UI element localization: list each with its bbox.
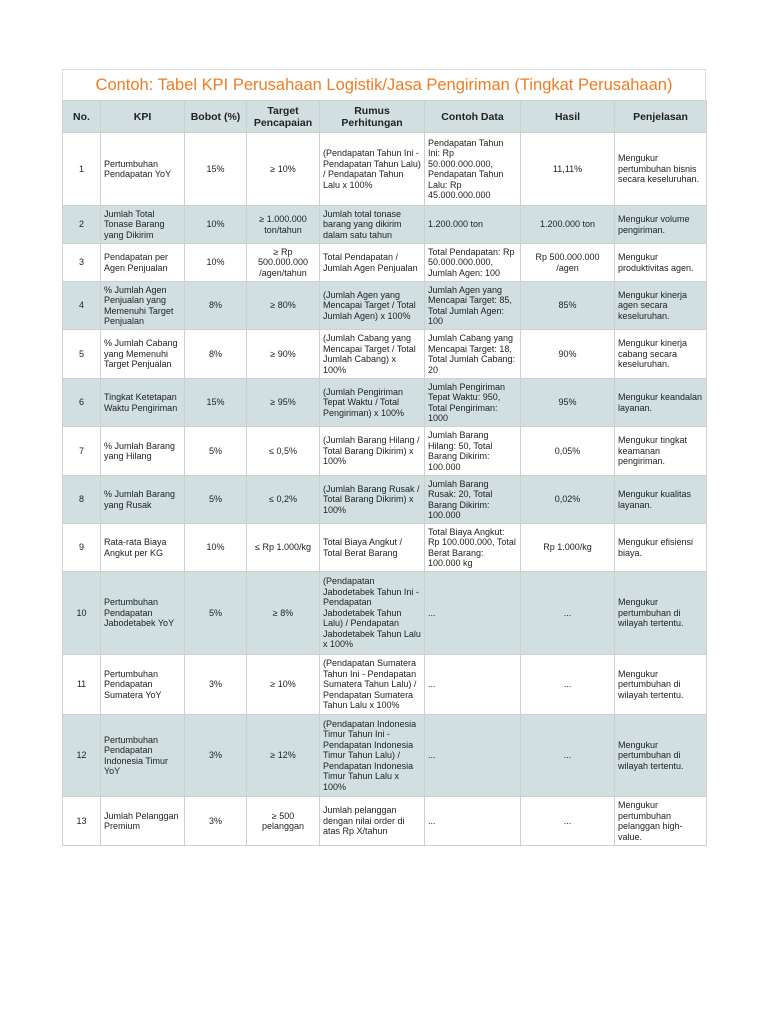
cell-no: 8 — [63, 476, 101, 524]
cell-rumus: Jumlah pelanggan dengan nilai order di atas Rp X/tahun — [320, 797, 425, 846]
cell-no: 9 — [63, 524, 101, 572]
cell-hasil: 85% — [521, 282, 615, 330]
cell-penjelasan: Mengukur pertumbuhan bisnis secara keseluruhan. — [615, 133, 707, 206]
cell-kpi: Tingkat Ketetapan Waktu Pengiriman — [101, 379, 185, 427]
cell-target: ≥ 1.000.000 ton/tahun — [247, 206, 320, 244]
table-row — [63, 572, 707, 655]
cell-bobot: 5% — [185, 427, 247, 476]
cell-kpi: % Jumlah Agen Penjualan yang Memenuhi Target Penjualan — [101, 282, 185, 330]
column-header-contoh-data: Contoh Data — [425, 101, 521, 133]
cell-contoh-data: ... — [425, 797, 521, 846]
cell-bobot: 5% — [185, 572, 247, 655]
cell-rumus: (Pendapatan Tahun Ini - Pendapatan Tahun Lalu) / Pendapatan Tahun Lalu x 100% — [320, 133, 425, 206]
cell-no: 3 — [63, 244, 101, 282]
cell-rumus: (Pendapatan Jabodetabek Tahun Ini - Pendapatan Jabodetabek Tahun Lalu) / Pendapatan Jabodetabek Tahun Lalu x 100% — [320, 572, 425, 655]
header-row — [63, 101, 707, 133]
cell-hasil: ... — [521, 715, 615, 797]
cell-hasil: 95% — [521, 379, 615, 427]
cell-penjelasan: Mengukur kinerja cabang secara keseluruhan. — [615, 330, 707, 379]
cell-kpi: % Jumlah Barang yang Hilang — [101, 427, 185, 476]
cell-bobot: 8% — [185, 330, 247, 379]
cell-kpi: Pertumbuhan Pendapatan Jabodetabek YoY — [101, 572, 185, 655]
table-row — [63, 282, 707, 330]
cell-bobot: 15% — [185, 379, 247, 427]
cell-contoh-data: Total Biaya Angkut: Rp 100.000.000, Total Berat Barang: 100.000 kg — [425, 524, 521, 572]
cell-kpi: Pertumbuhan Pendapatan YoY — [101, 133, 185, 206]
table-row — [63, 524, 707, 572]
cell-bobot: 15% — [185, 133, 247, 206]
cell-target: ≥ 10% — [247, 655, 320, 715]
table-row — [63, 715, 707, 797]
cell-no: 13 — [63, 797, 101, 846]
cell-no: 11 — [63, 655, 101, 715]
cell-bobot: 10% — [185, 206, 247, 244]
cell-target: ≥ 95% — [247, 379, 320, 427]
cell-no: 1 — [63, 133, 101, 206]
table-row — [63, 427, 707, 476]
table-title: Contoh: Tabel KPI Perusahaan Logistik/Jasa Pengiriman (Tingkat Perusahaan) — [62, 69, 706, 100]
cell-kpi: % Jumlah Barang yang Rusak — [101, 476, 185, 524]
column-header-penjelasan: Penjelasan — [615, 101, 707, 133]
cell-kpi: Pertumbuhan Pendapatan Indonesia Timur YoY — [101, 715, 185, 797]
cell-no: 5 — [63, 330, 101, 379]
cell-hasil: 1.200.000 ton — [521, 206, 615, 244]
column-header-target: Target Pencapaian — [247, 101, 320, 133]
cell-rumus: (Jumlah Agen yang Mencapai Target / Total Jumlah Agen) x 100% — [320, 282, 425, 330]
table-row — [63, 797, 707, 846]
cell-bobot: 5% — [185, 476, 247, 524]
cell-kpi: Pertumbuhan Pendapatan Sumatera YoY — [101, 655, 185, 715]
cell-bobot: 3% — [185, 655, 247, 715]
cell-penjelasan: Mengukur volume pengiriman. — [615, 206, 707, 244]
cell-no: 4 — [63, 282, 101, 330]
cell-bobot: 3% — [185, 715, 247, 797]
cell-contoh-data: Jumlah Pengiriman Tepat Waktu: 950, Total Pengiriman: 1000 — [425, 379, 521, 427]
cell-penjelasan: Mengukur pertumbuhan di wilayah tertentu. — [615, 715, 707, 797]
table-row — [63, 379, 707, 427]
cell-rumus: Jumlah total tonase barang yang dikirim dalam satu tahun — [320, 206, 425, 244]
cell-kpi: Pendapatan per Agen Penjualan — [101, 244, 185, 282]
cell-rumus: (Jumlah Cabang yang Mencapai Target / Total Jumlah Cabang) x 100% — [320, 330, 425, 379]
cell-target: ≥ 500 pelanggan — [247, 797, 320, 846]
cell-no: 10 — [63, 572, 101, 655]
table-row — [63, 330, 707, 379]
cell-kpi: Jumlah Pelanggan Premium — [101, 797, 185, 846]
column-header-no: No. — [63, 101, 101, 133]
table-row — [63, 476, 707, 524]
table-row — [63, 244, 707, 282]
cell-hasil: ... — [521, 572, 615, 655]
cell-target: ≥ Rp 500.000.000 /agen/tahun — [247, 244, 320, 282]
cell-target: ≥ 10% — [247, 133, 320, 206]
column-header-kpi: KPI — [101, 101, 185, 133]
cell-no: 12 — [63, 715, 101, 797]
cell-target: ≤ 0,2% — [247, 476, 320, 524]
cell-hasil: Rp 500.000.000 /agen — [521, 244, 615, 282]
column-header-bobot: Bobot (%) — [185, 101, 247, 133]
cell-penjelasan: Mengukur efisiensi biaya. — [615, 524, 707, 572]
cell-bobot: 3% — [185, 797, 247, 846]
cell-hasil: 11,11% — [521, 133, 615, 206]
cell-rumus: Total Biaya Angkut / Total Berat Barang — [320, 524, 425, 572]
cell-penjelasan: Mengukur pertumbuhan di wilayah tertentu. — [615, 572, 707, 655]
cell-contoh-data: Pendapatan Tahun Ini: Rp 50.000.000.000, Pendapatan Tahun Lalu: Rp 45.000.000.000 — [425, 133, 521, 206]
cell-kpi: Rata-rata Biaya Angkut per KG — [101, 524, 185, 572]
cell-hasil: 90% — [521, 330, 615, 379]
cell-penjelasan: Mengukur kinerja agen secara keseluruhan. — [615, 282, 707, 330]
cell-contoh-data: Jumlah Barang Hilang: 50, Total Barang Dikirim: 100.000 — [425, 427, 521, 476]
cell-rumus: (Pendapatan Sumatera Tahun Ini - Pendapatan Sumatera Tahun Lalu) / Pendapatan Sumatera Tahun Lalu x 100% — [320, 655, 425, 715]
cell-no: 7 — [63, 427, 101, 476]
cell-penjelasan: Mengukur tingkat keamanan pengiriman. — [615, 427, 707, 476]
table-row — [63, 655, 707, 715]
cell-contoh-data: Jumlah Cabang yang Mencapai Target: 18, Total Jumlah Cabang: 20 — [425, 330, 521, 379]
cell-bobot: 10% — [185, 244, 247, 282]
cell-contoh-data: 1.200.000 ton — [425, 206, 521, 244]
cell-target: ≤ Rp 1.000/kg — [247, 524, 320, 572]
cell-penjelasan: Mengukur produktivitas agen. — [615, 244, 707, 282]
cell-rumus: (Jumlah Pengiriman Tepat Waktu / Total Pengiriman) x 100% — [320, 379, 425, 427]
column-header-hasil: Hasil — [521, 101, 615, 133]
kpi-table — [62, 100, 707, 846]
cell-kpi: % Jumlah Cabang yang Memenuhi Target Penjualan — [101, 330, 185, 379]
cell-rumus: (Jumlah Barang Rusak / Total Barang Dikirim) x 100% — [320, 476, 425, 524]
cell-kpi: Jumlah Total Tonase Barang yang Dikirim — [101, 206, 185, 244]
cell-contoh-data: ... — [425, 655, 521, 715]
table-row — [63, 133, 707, 206]
cell-hasil: ... — [521, 655, 615, 715]
cell-bobot: 10% — [185, 524, 247, 572]
cell-penjelasan: Mengukur kualitas layanan. — [615, 476, 707, 524]
column-header-rumus: Rumus Perhitungan — [320, 101, 425, 133]
cell-target: ≥ 8% — [247, 572, 320, 655]
cell-target: ≤ 0,5% — [247, 427, 320, 476]
cell-contoh-data: Jumlah Barang Rusak: 20, Total Barang Dikirim: 100.000 — [425, 476, 521, 524]
cell-penjelasan: Mengukur pertumbuhan pelanggan high-value. — [615, 797, 707, 846]
cell-no: 6 — [63, 379, 101, 427]
cell-hasil: 0,05% — [521, 427, 615, 476]
kpi-sheet — [62, 69, 706, 846]
cell-target: ≥ 90% — [247, 330, 320, 379]
cell-hasil: ... — [521, 797, 615, 846]
cell-penjelasan: Mengukur keandalan layanan. — [615, 379, 707, 427]
cell-contoh-data: Total Pendapatan: Rp 50.000.000.000, Jumlah Agen: 100 — [425, 244, 521, 282]
table-row — [63, 206, 707, 244]
cell-target: ≥ 12% — [247, 715, 320, 797]
cell-rumus: (Pendapatan Indonesia Timur Tahun Ini - Pendapatan Indonesia Timur Tahun Lalu) / Pendapatan Indonesia Timur Tahun Lalu x 100% — [320, 715, 425, 797]
cell-contoh-data: ... — [425, 715, 521, 797]
cell-contoh-data: Jumlah Agen yang Mencapai Target: 85, Total Jumlah Agen: 100 — [425, 282, 521, 330]
cell-rumus: Total Pendapatan / Jumlah Agen Penjualan — [320, 244, 425, 282]
cell-hasil: 0,02% — [521, 476, 615, 524]
cell-no: 2 — [63, 206, 101, 244]
cell-penjelasan: Mengukur pertumbuhan di wilayah tertentu. — [615, 655, 707, 715]
cell-hasil: Rp 1.000/kg — [521, 524, 615, 572]
cell-bobot: 8% — [185, 282, 247, 330]
cell-target: ≥ 80% — [247, 282, 320, 330]
cell-rumus: (Jumlah Barang Hilang / Total Barang Dikirim) x 100% — [320, 427, 425, 476]
cell-contoh-data: ... — [425, 572, 521, 655]
